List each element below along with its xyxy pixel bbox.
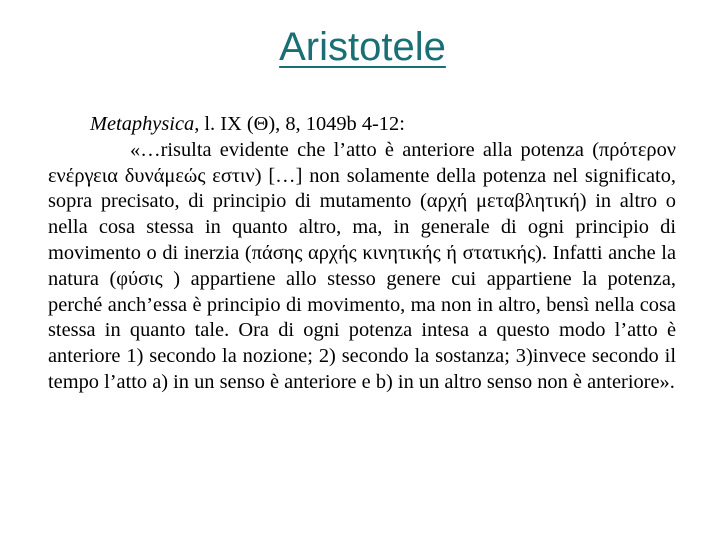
reference-line [48,112,676,138]
slide-body [48,112,676,396]
reference-work: Metaphysica [90,113,195,135]
slide-title: Aristotele [279,25,446,69]
reference-locus: , l. IX (Θ), 8, 1049b 4-12: [194,113,405,135]
quote-text: «…risulta evidente che l’atto è anteriore alla potenza (πρότερον ενέργεια δυνάμεώς εστιν) […] non solamente della potenza nel significato, sopra precisato, di principio di mutamento (αρχή μεταβλητική) in altro o nella cosa stessa in quanto altro, ma, in generale di ogni principio di movimento o di inerzia (πάσης αρχής κινητικής ή στατικής). Infatti anche la natura (φύσις ) appartiene allo stesso genere cui appartiene la potenza, perché anch’essa è principio di movimento, ma non in altro, bensì nella cosa stessa in quanto tale. Ora di ogni potenza intesa a questo modo l’atto è anteriore 1) secondo la nozione; 2) secondo la sostanza; 3)invece secondo il tempo l’atto a) in un senso è anteriore e b) in un altro senso non è anteriore». [48,138,676,393]
